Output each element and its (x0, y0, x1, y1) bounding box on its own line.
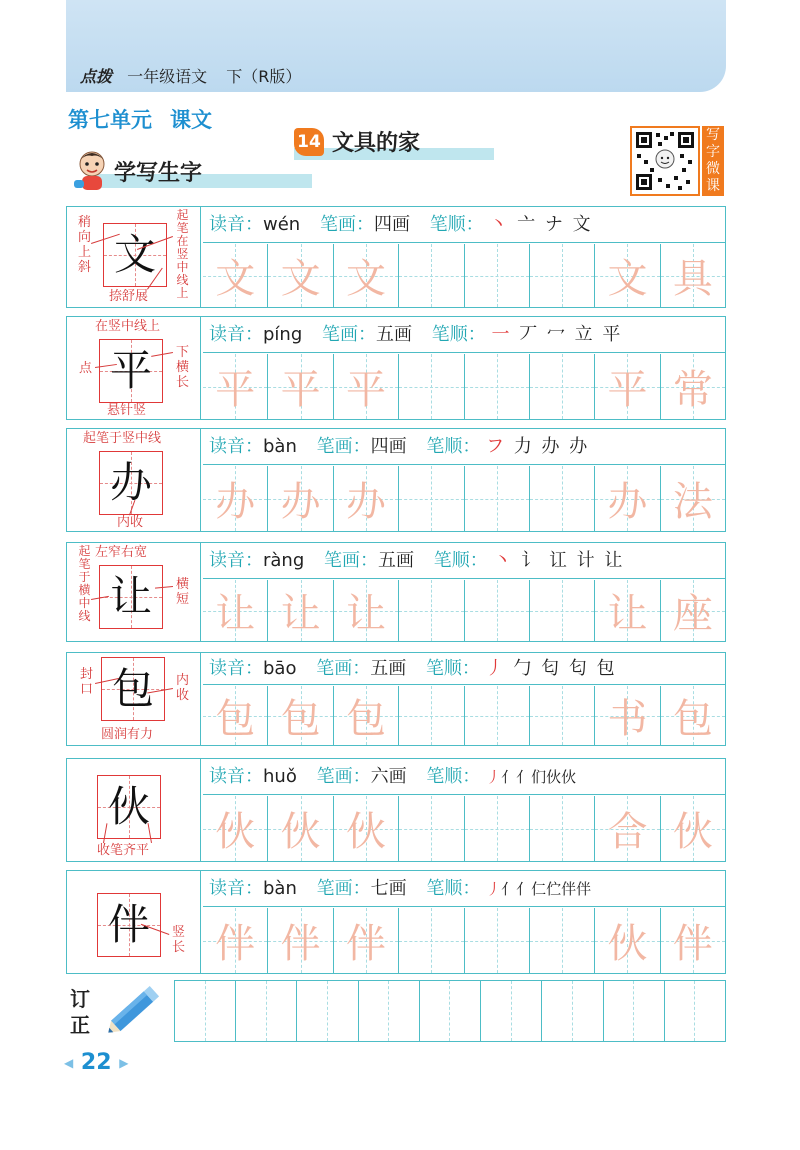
trace-char: 文 (345, 256, 386, 302)
trace-char (399, 244, 463, 307)
qr-caption-char: 微 (706, 161, 720, 177)
stroke-note: 点 (79, 361, 93, 376)
stroke-order-label: 笔顺： (433, 550, 488, 571)
stroke-order-label: 笔顺： (426, 436, 481, 457)
trace-char: 伴 (215, 921, 256, 967)
trace-char: 伴 (280, 921, 321, 967)
stroke-step: 伴 (576, 880, 592, 898)
correction-label-char: 订 (70, 987, 90, 1011)
practice-cell[interactable] (595, 244, 660, 307)
correction-cell[interactable] (206, 981, 237, 1041)
stroke-step: 丶 (489, 214, 510, 235)
correction-cell[interactable] (695, 981, 725, 1041)
trace-char (530, 908, 594, 973)
stroke-step: 讧 (548, 550, 569, 571)
stroke-step: 立 (574, 324, 595, 345)
trace-char (530, 354, 594, 419)
stroke-step: 丿 (486, 880, 502, 898)
stroke-note: 竖长 (171, 925, 185, 955)
trace-char: 伙 (280, 809, 321, 855)
stroke-step: 伫 (546, 880, 562, 898)
char-row-ban (66, 428, 726, 532)
model-char: 文 (113, 230, 156, 279)
trace-char (399, 354, 463, 419)
practice-cell[interactable] (661, 466, 725, 531)
trace-char (530, 466, 594, 531)
stroke-step: 力 (513, 436, 534, 457)
stroke-count-value: 五画 (370, 658, 407, 679)
stroke-step: 亻 (516, 768, 532, 786)
correction-cell[interactable] (267, 981, 298, 1041)
chevron-right-icon: ▶ (119, 1056, 129, 1070)
qr-code[interactable] (630, 126, 700, 196)
practice-grid (203, 580, 725, 641)
stroke-count-label: 笔画： (316, 878, 371, 899)
stroke-note: 捺舒展 (109, 289, 149, 304)
pinyin-label: 读音： (209, 324, 263, 345)
stroke-order (486, 880, 591, 898)
trace-char: 让 (280, 591, 321, 637)
practice-cell[interactable] (661, 244, 725, 307)
practice-cell[interactable] (203, 466, 268, 531)
model-char-box (103, 223, 167, 287)
practice-cell[interactable] (595, 466, 660, 531)
stroke-step: ナ (544, 214, 565, 235)
pinyin-label: 读音： (209, 878, 263, 899)
stroke-order (486, 436, 589, 457)
practice-cell[interactable] (203, 796, 268, 861)
stroke-step: 匂 (568, 658, 589, 679)
trace-char: 文 (280, 256, 321, 302)
trace-char (465, 244, 529, 307)
stroke-count-label: 笔画： (316, 658, 371, 679)
practice-cell[interactable] (465, 244, 530, 307)
trace-char (399, 580, 463, 641)
correction-cell[interactable] (634, 981, 665, 1041)
trace-char: 办 (280, 479, 321, 525)
pinyin-value: píng (263, 324, 303, 345)
char-info-bar (203, 317, 725, 353)
correction-cell[interactable] (450, 981, 481, 1041)
practice-grid (203, 686, 725, 745)
correction-cell[interactable] (236, 981, 267, 1041)
trace-char (399, 796, 463, 861)
stroke-step: 包 (596, 658, 617, 679)
trace-char (399, 686, 463, 745)
stroke-count-label: 笔画： (319, 214, 374, 235)
practice-cell[interactable] (334, 466, 399, 531)
stroke-note: 起笔在竖中线上 (176, 208, 189, 300)
correction-label-char: 正 (70, 1013, 90, 1037)
stroke-note: 收笔齐平 (97, 843, 150, 858)
stroke-step: 文 (572, 214, 593, 235)
practice-cell[interactable] (465, 796, 530, 861)
practice-cell[interactable] (530, 466, 595, 531)
stroke-count-value: 四画 (373, 214, 410, 235)
model-char: 伙 (107, 782, 150, 831)
trace-char: 书 (607, 696, 648, 742)
practice-cell[interactable] (399, 908, 464, 973)
correction-cell[interactable] (573, 981, 604, 1041)
practice-cell[interactable] (530, 908, 595, 973)
practice-cell[interactable] (268, 244, 333, 307)
stroke-order (493, 550, 624, 571)
practice-cell[interactable] (530, 796, 595, 861)
practice-cell[interactable] (268, 466, 333, 531)
trace-char: 伙 (345, 809, 386, 855)
trace-char: 让 (607, 591, 648, 637)
stroke-count-label: 笔画： (322, 324, 376, 345)
stroke-order-label: 笔顺： (426, 878, 481, 899)
practice-cell[interactable] (268, 908, 333, 973)
pinyin-label: 读音： (209, 550, 263, 571)
stroke-step: 伙 (546, 768, 562, 786)
stroke-step: 勹 (513, 658, 534, 679)
practice-grid (203, 466, 725, 531)
stroke-note: 起笔于横中线 (78, 544, 91, 623)
trace-char: 让 (345, 591, 386, 637)
trace-char (465, 466, 529, 531)
trace-char (465, 908, 529, 973)
book-grade: 一年级语文 (127, 67, 208, 86)
trace-char: 包 (672, 696, 713, 742)
mascot-boy-icon (70, 148, 116, 194)
unit-name: 第七单元 (68, 108, 152, 132)
practice-cell[interactable] (203, 686, 268, 745)
trace-char: 平 (607, 367, 648, 413)
stroke-count-value: 五画 (376, 324, 412, 345)
stroke-note: 稍向上斜 (77, 215, 91, 275)
correction-cell[interactable] (389, 981, 420, 1041)
stroke-step: 仁 (531, 880, 547, 898)
stroke-step: 办 (541, 436, 562, 457)
practice-grid (203, 354, 725, 419)
practice-cell[interactable] (334, 796, 399, 861)
char-row-bao (66, 652, 726, 746)
pinyin-label: 读音： (209, 436, 263, 457)
correction-cell[interactable] (665, 981, 696, 1041)
trace-char: 办 (215, 479, 256, 525)
trace-char: 让 (215, 591, 256, 637)
model-panel (67, 871, 201, 973)
correction-label (70, 986, 94, 1038)
trace-char: 文 (215, 256, 256, 302)
trace-char: 包 (215, 696, 256, 742)
trace-char (465, 580, 529, 641)
pinyin-value: bāo (263, 658, 297, 679)
char-info-bar (203, 759, 725, 795)
stroke-order-label: 笔顺： (429, 214, 484, 235)
correction-cell[interactable] (359, 981, 390, 1041)
section-title: 学写生字 (114, 161, 203, 186)
char-row-ping (66, 316, 726, 420)
char-info-bar (203, 543, 725, 579)
practice-cell[interactable] (203, 244, 268, 307)
practice-grid (203, 796, 725, 861)
model-char: 平 (109, 346, 152, 395)
practice-grid (203, 244, 725, 307)
stroke-note: 内收 (117, 515, 144, 530)
pinyin-label: 读音： (209, 214, 263, 235)
trace-char: 平 (280, 367, 321, 413)
practice-cell[interactable] (268, 580, 333, 641)
practice-cell[interactable] (530, 244, 595, 307)
stroke-step: 亻 (501, 768, 517, 786)
practice-cell[interactable] (465, 908, 530, 973)
practice-cell[interactable] (661, 686, 725, 745)
practice-cell[interactable] (399, 686, 464, 745)
practice-cell[interactable] (530, 580, 595, 641)
stroke-step: 讠 (521, 550, 542, 571)
model-char-box (99, 451, 163, 515)
trace-char (399, 466, 463, 531)
qr-caption-char: 写 (706, 127, 720, 143)
stroke-order-label: 笔顺： (425, 658, 480, 679)
trace-char: 具 (672, 256, 713, 302)
qr-caption-char: 字 (706, 144, 720, 160)
stroke-count-value: 四画 (370, 436, 407, 457)
model-char-box (99, 565, 163, 629)
stroke-note: 在竖中线上 (95, 319, 161, 334)
model-panel (67, 429, 201, 531)
practice-cell[interactable] (399, 354, 464, 419)
correction-cell[interactable] (542, 981, 573, 1041)
pinyin-value: ràng (263, 550, 305, 571)
stroke-note: 左窄右宽 (95, 545, 148, 560)
pinyin-value: bàn (263, 878, 297, 899)
lesson-title: 文具的家 (332, 131, 421, 156)
stroke-count-value: 六画 (370, 766, 407, 787)
practice-cell[interactable] (465, 466, 530, 531)
stroke-note: 封口 (79, 667, 93, 697)
stroke-count-value: 五画 (378, 550, 414, 571)
trace-char (530, 686, 594, 745)
stroke-order-label: 笔顺： (426, 766, 481, 787)
practice-cell[interactable] (334, 580, 399, 641)
stroke-step: 办 (569, 436, 590, 457)
book-header (80, 64, 301, 87)
pinyin-value: wén (263, 214, 301, 235)
practice-cell[interactable] (595, 686, 660, 745)
practice-cell[interactable] (399, 244, 464, 307)
pinyin-value: huǒ (263, 766, 297, 787)
model-char: 伴 (107, 900, 150, 949)
practice-cell[interactable] (595, 796, 660, 861)
model-char: 让 (109, 572, 152, 621)
practice-cell[interactable] (399, 466, 464, 531)
stroke-step: 们 (531, 768, 547, 786)
stroke-count-label: 笔画： (316, 766, 371, 787)
pinyin-label: 读音： (209, 766, 263, 787)
model-panel (67, 543, 201, 641)
practice-cell[interactable] (595, 908, 660, 973)
model-panel (67, 317, 201, 419)
trace-char (530, 244, 594, 307)
brand-logo: 点拨 (80, 67, 113, 86)
trace-char (465, 686, 529, 745)
model-char-box (101, 657, 165, 721)
trace-char (465, 354, 529, 419)
model-panel (67, 653, 201, 745)
practice-cell[interactable] (399, 796, 464, 861)
stroke-order (486, 658, 617, 679)
trace-char: 合 (607, 809, 648, 855)
practice-cell[interactable] (334, 354, 399, 419)
practice-cell[interactable] (334, 686, 399, 745)
pinyin-label: 读音： (209, 658, 263, 679)
practice-cell[interactable] (661, 580, 725, 641)
unit-title (68, 104, 212, 134)
char-row-rang (66, 542, 726, 642)
stroke-step: 匂 (541, 658, 562, 679)
stroke-note: 悬针竖 (107, 403, 147, 418)
char-info-bar (203, 207, 725, 243)
practice-cell[interactable] (465, 686, 530, 745)
trace-char: 包 (280, 696, 321, 742)
stroke-order-label: 笔顺： (431, 324, 486, 345)
stroke-order (489, 214, 592, 235)
trace-char: 伙 (215, 809, 256, 855)
practice-cell[interactable] (595, 580, 660, 641)
practice-cell[interactable] (203, 908, 268, 973)
practice-cell[interactable] (465, 354, 530, 419)
page-number-value: 22 (80, 1050, 112, 1075)
practice-cell[interactable] (530, 686, 595, 745)
trace-char: 座 (672, 591, 713, 637)
book-volume: 下（R版） (226, 67, 302, 86)
stroke-step: 伙 (561, 768, 577, 786)
model-char-box (99, 339, 163, 403)
trace-char: 文 (607, 256, 648, 302)
practice-cell[interactable] (203, 354, 268, 419)
stroke-step: 丆 (519, 324, 540, 345)
unit-type: 课文 (170, 108, 212, 132)
model-char-box (97, 775, 161, 839)
stroke-count-value: 七画 (370, 878, 407, 899)
stroke-step: 计 (576, 550, 597, 571)
practice-cell[interactable] (465, 580, 530, 641)
stroke-order (486, 768, 576, 786)
practice-cell[interactable] (268, 354, 333, 419)
trace-char: 法 (672, 479, 713, 525)
trace-char (399, 908, 463, 973)
stroke-note: 横短 (175, 577, 189, 607)
model-panel (67, 207, 201, 307)
correction-cell[interactable] (604, 981, 635, 1041)
stroke-step: フ (486, 436, 507, 457)
stroke-step: 丿 (485, 658, 506, 679)
trace-char: 伴 (345, 921, 386, 967)
practice-cell[interactable] (334, 908, 399, 973)
char-info-bar (203, 871, 725, 907)
stroke-count-label: 笔画： (324, 550, 378, 571)
trace-char: 常 (672, 367, 713, 413)
qr-caption (702, 126, 724, 196)
practice-cell[interactable] (334, 244, 399, 307)
char-info-bar (203, 653, 725, 685)
char-row-ban2 (66, 870, 726, 974)
lesson-number: 14 (294, 128, 324, 156)
stroke-order (491, 324, 622, 345)
chevron-left-icon: ◀ (64, 1056, 74, 1070)
practice-cell[interactable] (399, 580, 464, 641)
trace-char: 伙 (607, 921, 648, 967)
stroke-count-label: 笔画： (316, 436, 371, 457)
correction-cell[interactable] (481, 981, 512, 1041)
stroke-note: 下横长 (175, 345, 189, 390)
trace-char (465, 796, 529, 861)
stroke-step: 亻 (501, 880, 517, 898)
correction-cell[interactable] (328, 981, 359, 1041)
model-char: 办 (109, 458, 152, 507)
trace-char: 包 (345, 696, 386, 742)
stroke-note: 内收 (175, 673, 189, 703)
trace-char (530, 580, 594, 641)
trace-char: 平 (345, 367, 386, 413)
char-row-wen (66, 206, 726, 308)
qr-caption-char: 课 (706, 178, 720, 194)
trace-char (530, 796, 594, 861)
practice-cell[interactable] (661, 796, 725, 861)
note-pointer (155, 586, 173, 589)
stroke-step: 丿 (486, 768, 502, 786)
pencil-icon (100, 980, 170, 1040)
stroke-step: 冖 (546, 324, 567, 345)
qr-code-icon (634, 130, 696, 192)
trace-char: 办 (345, 479, 386, 525)
practice-cell[interactable] (661, 908, 725, 973)
correction-cell[interactable] (297, 981, 328, 1041)
practice-grid (203, 908, 725, 973)
stroke-step: 平 (602, 324, 623, 345)
stroke-step: 亻 (516, 880, 532, 898)
stroke-step: 一 (491, 324, 512, 345)
practice-cell[interactable] (595, 354, 660, 419)
stroke-step: 丶 (493, 550, 514, 571)
trace-char: 伙 (672, 809, 713, 855)
trace-char: 平 (215, 367, 256, 413)
correction-cell[interactable] (175, 981, 206, 1041)
stroke-note: 起笔于竖中线 (83, 431, 162, 446)
char-row-huo (66, 758, 726, 862)
practice-cell[interactable] (661, 354, 725, 419)
pinyin-value: bàn (263, 436, 297, 457)
model-char: 包 (111, 664, 154, 713)
page-number (64, 1050, 128, 1075)
stroke-step: 伴 (561, 880, 577, 898)
correction-cell[interactable] (420, 981, 451, 1041)
stroke-step: 让 (604, 550, 625, 571)
practice-cell[interactable] (530, 354, 595, 419)
practice-cell[interactable] (268, 686, 333, 745)
model-char-box (97, 893, 161, 957)
trace-char: 伴 (672, 921, 713, 967)
correction-cell[interactable] (512, 981, 543, 1041)
stroke-note: 圆润有力 (101, 727, 154, 742)
correction-grid[interactable] (174, 980, 726, 1042)
char-info-bar (203, 429, 725, 465)
model-panel (67, 759, 201, 861)
practice-cell[interactable] (268, 796, 333, 861)
trace-char: 办 (607, 479, 648, 525)
practice-cell[interactable] (203, 580, 268, 641)
stroke-step: 亠 (517, 214, 538, 235)
